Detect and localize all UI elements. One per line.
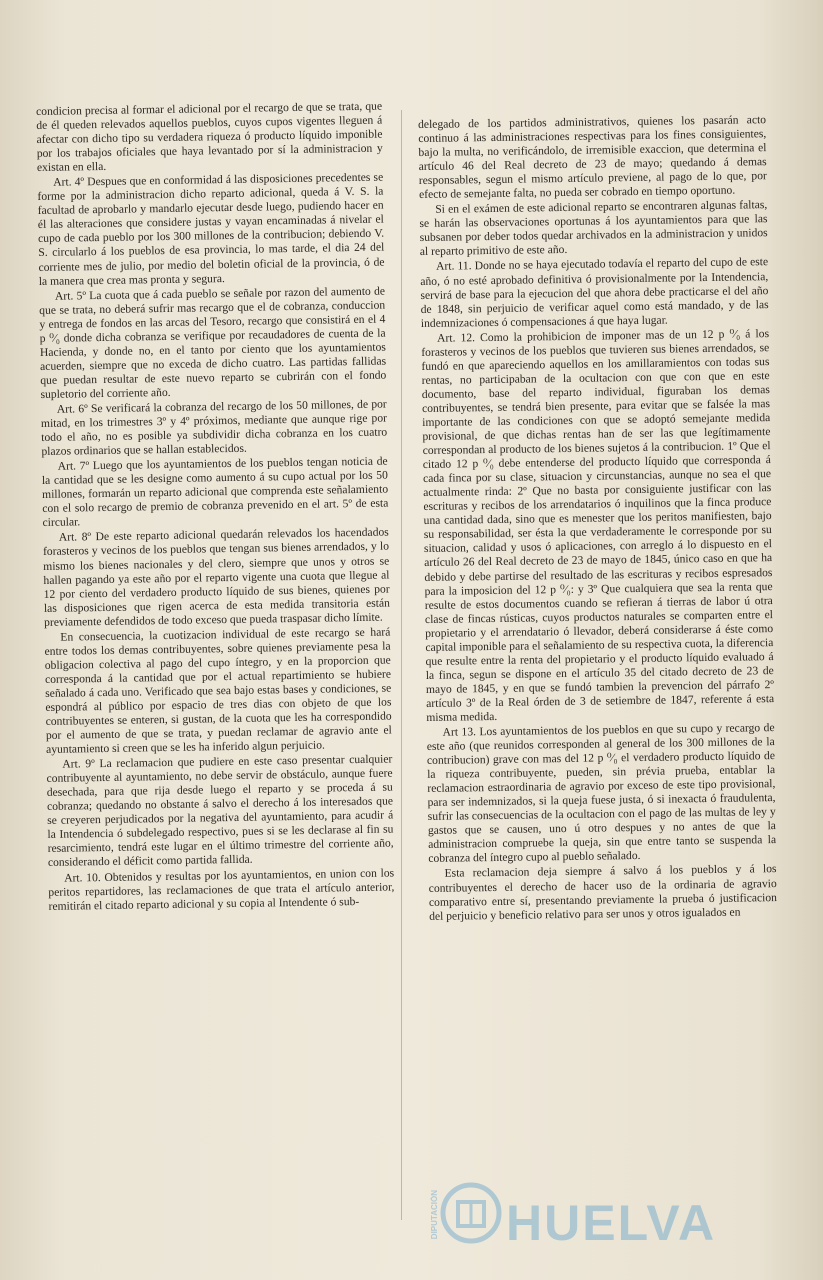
paragraph-art-11: Art. 11. Donde no se haya ejecutado todavía el reparto del cupo de este año, ó no esté aprobado definitiva ó provisionalmente por la Intendencia, servirá de base para la ejecucion del que ahora debe practicarse el del año de 1848, sin perjuicio de verificar aquel como está mandado, y de las indemnizaciones ó compensaciones á que haya lugar. xyxy=(420,255,769,330)
paragraph-art-6: Art. 6º Se verificará la cobranza del recargo de los 50 millones, de por mitad, en los trimestres 3º y 4º próximos, mediante que aunque rige por todo el año, no es posible ya subdividir dicha cobranza en los cuatro plazos ordinarios que se hallan establecidos. xyxy=(40,397,388,459)
right-text-column xyxy=(418,113,777,924)
paragraph: Si en el exámen de este adicional reparto se encontraren algunas faltas, se harán las observaciones oportunas á los ayuntamientos para que las subsanen por deber todos quedar archivados en la administracion y unidos al reparto primitivo de este año. xyxy=(419,198,768,259)
left-text-column xyxy=(36,100,395,915)
paragraph: En consecuencia, la cuotizacion individual de este recargo se hará entre todos los demas contribuyentes, sobre quienes previamente pesa la obligacion colectiva al pago del cupo íntegro, y en la proporcion que corresponda á la cantidad que por el actual repartimiento se hubiere señalado á cada uno. Verificado que sea bajo estas bases y condiciones, se espondrá al público por espacio de tres dias con objeto de que los contribuyentes se enteren, si gustan, de la cuota que les ha correspondido por el aumento de que se trata, y puedan reclamar de agravio ante el ayuntamiento si creen que se les ha inferido algun perjuicio. xyxy=(44,625,392,757)
watermark-text: HUELVA xyxy=(506,1195,717,1251)
paragraph: condicion precisa al formar el adicional por el recargo de que se trata, que de él queden relevados aquellos pueblos, cuyos cupos vigentes lleguen á afectar con dicho tipo su verdadera riqueza ó producto líquido imponible por los trabajos oficiales que haya levantado por sí la administracion y existan en ella. xyxy=(36,99,383,175)
paragraph-art-10: Art. 10. Obtenidos y resultas por los ayuntamientos, en union con los peritos repartidores, las reclamaciones de que trata el artículo anterior, remitirán el citado reparto adicional y su copia al Intendente ó sub- xyxy=(48,866,395,913)
paragraph-art-5: Art. 5º La cuota que á cada pueblo se señale por razon del aumento de que se trata, no deberá sufrir mas recargo que el de cobranza, conduccion y entrega de fondos en las arcas del Tesoro, recargo que consistirá en el 4 p ⁰⁄₀ donde dicha cobranza se verifique por recaudadores de cuenta de la Hacienda, y donde no, en el tanto por ciento que los ayuntamientos acuerden, siempre que no exceda de dicho cuatro. Las partidas fallidas que puedan resultar de este nuevo reparto se cubrirán con el fondo supletorio del corriente año. xyxy=(39,284,387,401)
paragraph-art-12: Art. 12. Como la prohibicion de imponer mas de un 12 p ⁰⁄₀ á los forasteros y vecinos de los pueblos que tuvieren sus bienes arrendados, se fundó en que apareciendo aquellos en los amillaramientos con todas sus rentas, no participaban de la ocultacion con que con que en este documento, base del reparto individual, figuraban los demas contribuyentes, se tendrá bien presente, para evitar que se falsée la mas importante de las condiciones con que se adoptó semejante medida provisional, de que dichas rentas han de ser las que legítimamente correspondan al producto de los bienes sujetos á la contribucion. 1º Que el citado 12 p ⁰⁄₀ debe entenderse del producto líquido que corresponda á cada finca por su clase, situacion y circunstancias, aunque no sea el que actualmente rinda: 2º Que no basta por consiguiente justificar con las escrituras y recibos de los arrendatarios ó inquilinos que la finca produce una cantidad dada, sino que es menester que los peritos manifiesten, bajo su responsabilidad, ser ésta la que verdaderamente le corresponde por su situacion, calidad y usos ó aplicaciones, con arreglo á lo dispuesto en el artículo 26 del Real decreto de 23 de mayo de 1845, único caso en que ha debido y debe partirse del resultado de las escrituras y recibos espresados para la imposicion del 12 p ⁰⁄₀: y 3º Que cualquiera que sea la renta que resulte de estos documentos cuando se refieran á tierras de labor ú otra clase de fincas rústicas, cuyos productos naturales se comparten entre el propietario y el arrendatario ó llevador, deberá considerarse á éste como capital imponible para el señalamiento de su respectiva cuota, la diferencia que resulte entre la renta del propietario y el producto líquido evaluado á la finca, segun se dispone en el artículo 35 del citado decreto de 23 de mayo de 1845, y en que se fundó tambien la prevencion del párrafo 2º artículo 3º de la Real órden de 3 de setiembre de 1847, referente á esta misma medida. xyxy=(421,326,775,724)
watermark-sub-text: DIPUTACIÓN xyxy=(430,1190,439,1240)
paragraph-art-4: Art. 4º Despues que en conformidad á las disposiciones precedentes se forme por la administracion dicho reparto adicional, queda á V. S. la facultad de aprobarlo y mandarlo ejecutar desde luego, pudiendo hacer en él las alteraciones que considere justas y vayan encaminadas á nivelar el cupo de cada pueblo por los 300 millones de la contribucion; debiendo V. S. circularlo á los pueblos de esa provincia, lo mas tarde, el dia 24 del corriente mes de julio, por medio del boletin oficial de la provincia, ó de la manera que crea mas pronta y segura. xyxy=(37,170,385,288)
paragraph: delegado de los partidos administrativos, quienes los pasarán acto continuo á las administraciones respectivas para los fines consiguientes, bajo la multa, no verificándolo, de irremisible exaccion, que determina el artículo 46 del Real decreto de 23 de mayo; quedando á demas responsables, segun el mismo artículo previene, al pago de lo que, por efecto de semejante falta, no pueda ser cobrado en tiempo oportuno. xyxy=(418,113,767,202)
column-divider xyxy=(401,110,402,1220)
paragraph-art-13: Art 13. Los ayuntamientos de los pueblos en que su cupo y recargo de este año (que reunidos corresponden al general de los 300 millones de la contribucion) grave con mas del 12 p ⁰⁄₀ el verdadero producto líquido de la riqueza contribuyente, pueden, sin prévia prueba, entablar la reclamacion estraordinaria de agravio por exceso de este tipo provisional, para ser indemnizados, si la queja fuese justa, ó si inexacta ó fraudulenta, sufrir las consecuencias de la ocultacion con el pago de las multas de ley y gastos que se causen, uno ú otro despues y no antes de que la administracion compruebe la queja, sin que entre tanto se suspenda la cobranza del íntegro cupo al pueblo señalado. xyxy=(426,721,777,866)
paragraph-art-8: Art. 8º De este reparto adicional quedarán relevados los hacendados forasteros y vecinos de los pueblos que tengan sus bienes arrendados, y lo mismo los bienes nacionales y del clero, siempre que unos y otros se hallen pagando ya este año por el reparto vigente una cuota que llegue al 12 por ciento del verdadero producto líquido de sus bienes, quienes por las disposiciones que rigen acerca de esta medida transitoria están previamente defendidos de todo exceso que pueda traspasar dicho límite. xyxy=(42,525,390,629)
paragraph: Esta reclamacion deja siempre á salvo á los pueblos y á los contribuyentes el derecho de hacer uso de la ordinaria de agravio comparativo entre sí, presentando previamente la prueba ó justificacion del perjuicio y beneficio relativo para ser unos y otros igualados en xyxy=(428,862,778,923)
paragraph-art-9: Art. 9º La reclamacion que pudiere en este caso presentar cualquier contribuyente al ayuntamiento, no debe servir de obstáculo, aunque fuere desechada, para que rija desde luego el reparto y se proceda á su cobranza; quedando no obstante á salvo el derecho á los interesados que se creyeren perjudicados por la negativa del ayuntamiento, para acudir á la Intendencia ó subdelegado respectivo, pues si se les declarase al fin su resarcimiento, tendrá este lugar en el último trimestre del corriente año, considerando el déficit como partida fallida. xyxy=(46,752,394,870)
seal-icon xyxy=(440,1182,502,1244)
watermark xyxy=(420,1178,750,1268)
paragraph-art-7: Art. 7º Luego que los ayuntamientos de los pueblos tengan noticia de la cantidad que se les designe como aumento á su cupo actual por los 50 millones, formarán un reparto adicional que comprenda este señalamiento con el solo recargo de premio de cobranza prevenido en el art. 5º de esta circular. xyxy=(41,454,389,530)
